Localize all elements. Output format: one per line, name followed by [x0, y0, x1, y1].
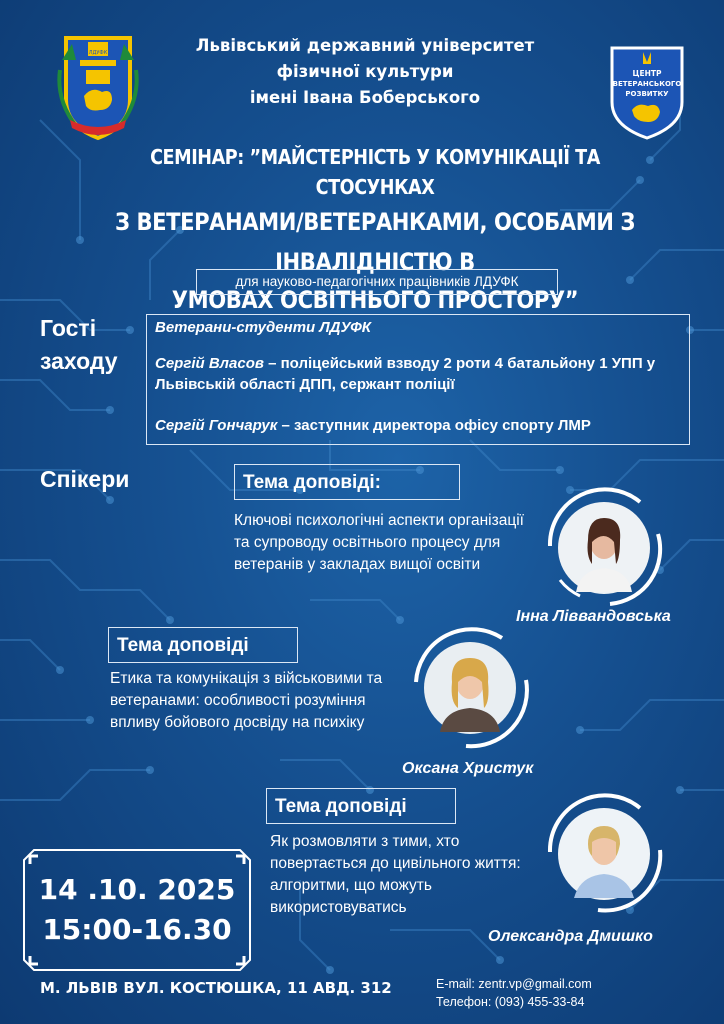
speaker-name: Оксана Христук — [402, 760, 534, 777]
contact-phone[interactable]: Телефон: (093) 455-33-84 — [436, 995, 585, 1009]
audience-note: для науково-педагогічних працівників ЛДУФК — [196, 269, 558, 295]
event-address: М. ЛЬВІВ ВУЛ. КОСТЮШКА, 11 АВД. 312 — [40, 979, 392, 997]
logo-text-line: ВЕТЕРАНСЬКОГО — [612, 80, 682, 88]
university-title — [170, 33, 560, 111]
seminar-title-line: СЕМІНАР: ”МАЙСТЕРНІСТЬ У КОМУНІКАЦІЇ ТА СТОСУНКАХ — [150, 145, 600, 199]
seminar-title-line: З ВЕТЕРАНАМИ/ВЕТЕРАНКАМИ, ОСОБАМИ З ІНВАЛІДНІСТЮ В — [114, 208, 635, 276]
topic-description: Етика та комунікація з військовими та ветеранами: особливості розуміння впливу бойового досвіду на психіку — [110, 670, 383, 731]
university-crest-logo — [56, 30, 140, 142]
guests-label — [40, 312, 118, 378]
guest-item — [155, 317, 683, 338]
topic-description: Як розмовляти з тими, хто повертається до цивільного життя: алгоритми, що можуть використовуватись — [270, 833, 521, 916]
speaker-photo — [540, 790, 670, 920]
speakers-label: Спікери — [40, 466, 130, 492]
topic-label-box: Тема доповіді — [266, 788, 456, 824]
guest-name: Ветерани-студенти ЛДУФК — [155, 319, 372, 336]
guest-name: Сергій Власов — [155, 355, 264, 372]
event-datetime — [22, 870, 252, 950]
guest-item — [155, 415, 683, 436]
speaker-name: Олександра Дмишко — [488, 928, 653, 945]
university-title-line: імені Івана Боберського — [249, 88, 481, 107]
guest-description: – заступник директора офісу спорту ЛМР — [277, 417, 591, 434]
speaker-photo — [404, 622, 538, 756]
topic-label-box: Тема доповіді — [108, 627, 298, 663]
guest-name: Сергій Гончарук — [155, 417, 278, 434]
svg-text:ЛДУФК: ЛДУФК — [88, 50, 108, 56]
topic-label-box: Тема доповіді: — [234, 464, 460, 500]
guests-label-line: заходу — [40, 348, 118, 374]
contact-email[interactable]: E-mail: zentr.vp@gmail.com — [436, 977, 592, 991]
contact-info — [436, 975, 592, 1011]
guest-item — [155, 353, 683, 395]
seminar-title-line: УМОВАХ ОСВІТНЬОГО ПРОСТОРУ” — [171, 286, 579, 314]
speaker-photo — [540, 484, 670, 614]
topic-description: Ключові психологічні аспекти організації та супроводу освітнього процесу для ветеранів у закладах вищої освіти — [234, 512, 524, 573]
logo-text-line: ЦЕНТР — [632, 69, 662, 78]
speaker-name: Інна Ліввандовська — [516, 608, 671, 625]
event-date: 14 .10. 2025 — [38, 873, 236, 906]
logo-text-line: РОЗВИТКУ — [625, 90, 669, 98]
university-title-line: Львівський державний університет — [195, 36, 535, 55]
guest-description: – поліцейський взводу 2 роти 4 батальйону 1 УПП у Львівській області ДПП, сержант поліції — [155, 355, 656, 393]
guests-label-line: Гості — [40, 315, 97, 341]
guests-box — [146, 314, 690, 445]
event-time: 15:00-16.30 — [42, 913, 232, 946]
veteran-center-shield-logo — [608, 44, 686, 140]
university-title-line: фізичної культури — [276, 62, 454, 81]
